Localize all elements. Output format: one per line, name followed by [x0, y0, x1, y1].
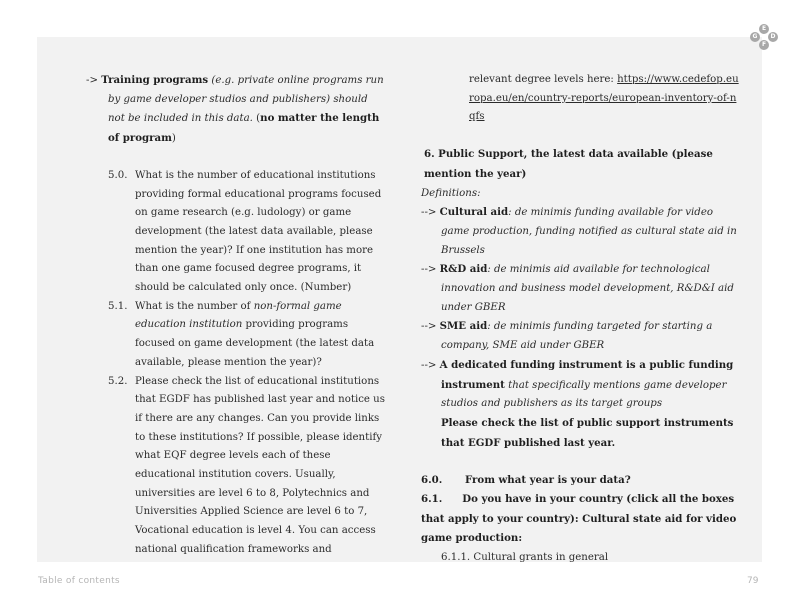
def-rd-aid [421, 260, 741, 317]
question-text: What is the number of educational institutions providing formal educational programs focused on game research (e.g. ludology) or game development (the latest data available, please mention the year)? If one institution has more than one game focused degree programs, it should be calculated only once. (Number) [135, 169, 382, 294]
paren: ( [256, 113, 261, 125]
definition: that specifically mentions game developer studios and publishers as its target groups [441, 379, 727, 410]
training-note [86, 71, 386, 149]
cedefop-link[interactable]: https://www.cedefop.europa.eu/en/country-reports/european-inventory-of-nqfs [469, 74, 739, 123]
check-text: Please check the list of public support instruments that EGDF published last year. [441, 416, 734, 449]
paren: ) [171, 133, 176, 145]
text-part: What is the number of [135, 300, 251, 312]
term: A dedicated funding instrument is a public funding instrument [439, 358, 734, 391]
question-number: 5.0. [108, 169, 128, 181]
definition: : de minimis aid available for technological innovation and business model development, R&D&I aid under GBER [441, 264, 734, 313]
text-italic: non-formal game education institution [135, 300, 342, 331]
definitions-text: Definitions: [421, 187, 481, 199]
question-5-1 [86, 298, 386, 373]
logo-letter-d: D [768, 32, 778, 42]
definition: : de minimis funding targeted for starting a company, SME aid under GBER [441, 321, 713, 352]
question-number: 5.2. [108, 375, 128, 387]
arrow: --> [421, 321, 437, 333]
definition: : de minimis funding available for video game production, funding notified as cultural state aid in Brussels [441, 207, 737, 256]
continuation-text: relevant degree levels here: [469, 74, 614, 85]
definitions-label [421, 185, 741, 204]
heading-text: 6. Public Support, the latest data available (please mention the year) [424, 148, 713, 180]
egdf-logo [750, 24, 778, 50]
question-6-0 [421, 471, 741, 490]
right-column [421, 71, 741, 568]
question-text: Do you have in your country (click all the boxes that apply to your country): Cultural state aid for video game production: [421, 493, 737, 545]
question-5-0 [86, 167, 386, 298]
section-6-heading [421, 145, 741, 184]
question-number: 5.1. [108, 300, 128, 312]
question-number: 6.0. [421, 474, 443, 487]
table-of-contents-link[interactable]: Table of contents [38, 576, 120, 586]
arrow: --> [421, 359, 437, 371]
term: R&D aid [439, 263, 488, 276]
def-sme-aid [421, 317, 741, 355]
term: SME aid [439, 320, 488, 333]
left-column [86, 71, 386, 560]
def-cultural-aid [421, 203, 741, 260]
logo-letter-e: E [759, 24, 769, 34]
page-number: 79 [747, 576, 759, 586]
question-text: From what year is your data? [465, 474, 631, 487]
question-number: 6.1. [421, 493, 443, 506]
def-dedicated-instrument [421, 356, 741, 414]
training-note-bold: no matter the length of program [108, 112, 380, 145]
logo-letter-f: F [759, 40, 769, 50]
logo-letter-g: G [750, 32, 760, 42]
check-list-note [421, 414, 741, 453]
question-5-2 [86, 373, 386, 560]
training-programs-label: Training programs [101, 74, 209, 86]
arrow: --> [421, 207, 437, 219]
question-6-1-1: 6.1.1. Cultural grants in general [441, 552, 609, 564]
question-text: Please check the list of educational institutions that EGDF has published last year and notice us if there are any changes. Can you provide links to these institutions? If possible, please identify what EQF degree levels each of these educational institution covers. Usually, universities are level 6 to 8, Polytechnics and Universities Applied Science are level 6 to 7, Vocational education is level 4. You can access national qualification frameworks and [135, 375, 385, 555]
training-note-text: (e.g. private online programs run by game developer studios and publishers) should not be included in this data. [108, 75, 384, 125]
question-6-1 [421, 490, 741, 549]
arrow: -> [86, 75, 98, 86]
continuation [421, 71, 741, 127]
term: Cultural aid [439, 206, 509, 219]
arrow: --> [421, 264, 437, 276]
text-part: providing programs focused on game development (the latest data available, please mention the year)? [135, 319, 375, 368]
question-text [135, 298, 386, 373]
